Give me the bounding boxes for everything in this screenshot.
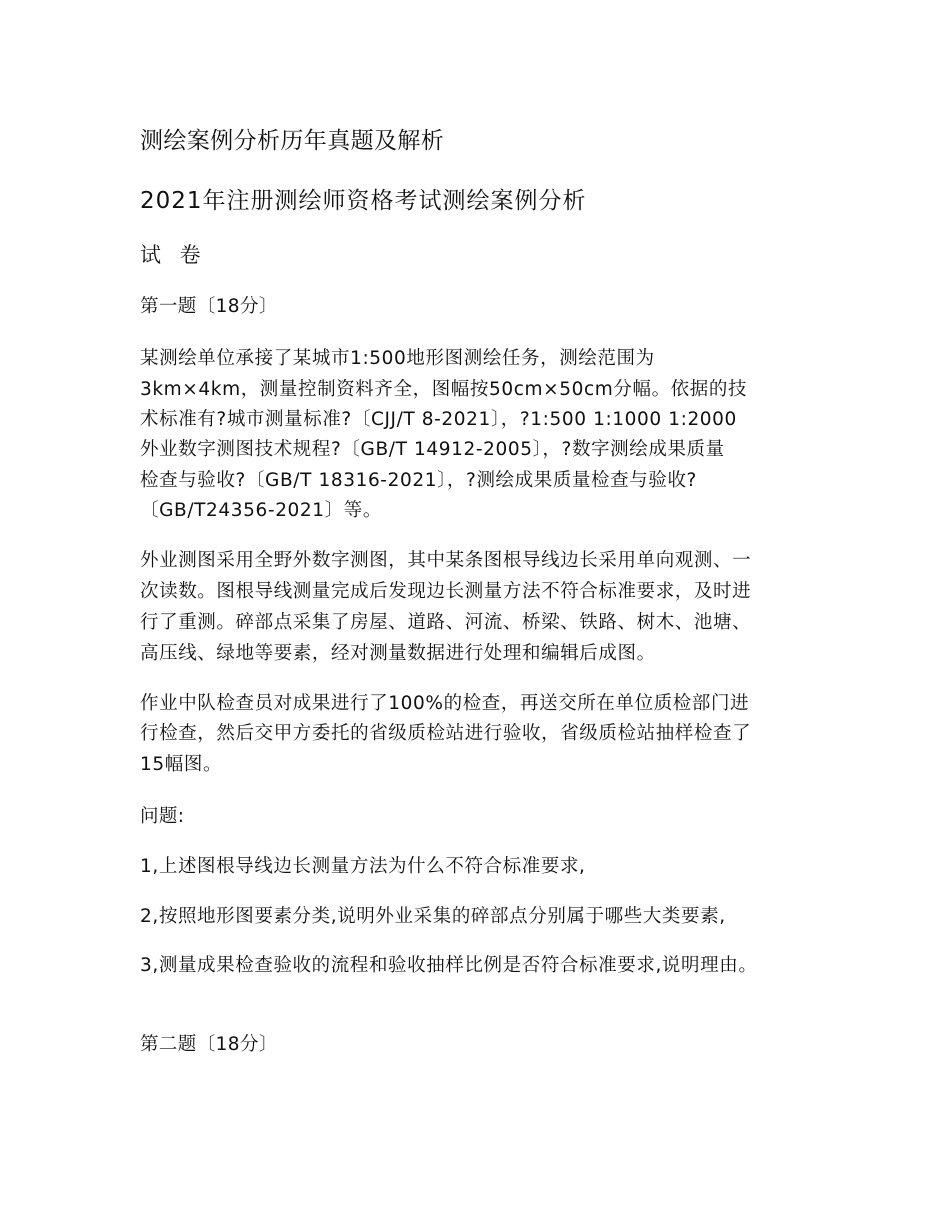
paragraph-line: 3km×4km，测量控制资料齐全，图幅按50cm×50cm分幅。依据的技 [140,379,748,400]
paragraph-line: 某测绘单位承接了某城市1:500地形图测绘任务，测绘范围为 [140,348,655,369]
paragraph-line: 次读数。图根导线测量完成后发现边长测量方法不符合标准要求，及时进 [140,581,752,602]
paragraph-line: 作业中队检查员对成果进行了100%的检查，再送交所在单位质检部门进 [140,693,750,714]
question-item: 3,测量成果检查验收的流程和验收抽样比例是否符合标准要求,说明理由。 [140,955,758,976]
paragraph-line: 15幅图。 [140,754,223,775]
question1-heading: 第一题〔18分〕 [140,296,278,317]
paragraph-line: 行检查，然后交甲方委托的省级质检站进行验收，省级质检站抽样检查了 [140,723,752,744]
paragraph-line: 高压线、绿地等要素，经对测量数据进行处理和编辑后成图。 [140,643,656,664]
paragraph-line: 〔GB/T24356-2021〕等。 [140,500,382,521]
section-heading: 试 卷 [140,243,207,267]
paragraph-line: 外业数字测图技术规程?〔GB/T 14912-2005〕，?数字测绘成果质量 [140,439,725,460]
question-item: 2,按照地形图要素分类,说明外业采集的碎部点分别属于哪些大类要素, [140,906,726,927]
paragraph-line: 术标准有?城市测量标准?〔CJJ/T 8-2021〕，?1:500 1:1000 1:2000 [140,409,737,430]
document-title: 测绘案例分析历年真题及解析 [140,128,445,154]
question2-heading: 第二题〔18分〕 [140,1034,278,1055]
questions-label: 问题: [140,806,185,827]
paragraph-line: 行了重测。碎部点采集了房屋、道路、河流、桥梁、铁路、树木、池塘、 [140,612,752,633]
question-item: 1,上述图根导线边长测量方法为什么不符合标准要求, [140,856,586,877]
paragraph-line: 外业测图采用全野外数字测图，其中某条图根导线边长采用单向观测、一 [140,550,752,571]
paragraph-line: 检查与验收?〔GB/T 18316-2021〕，?测绘成果质量检查与验收? [140,470,697,491]
document-subtitle: 2021年注册测绘师资格考试测绘案例分析 [140,188,587,214]
